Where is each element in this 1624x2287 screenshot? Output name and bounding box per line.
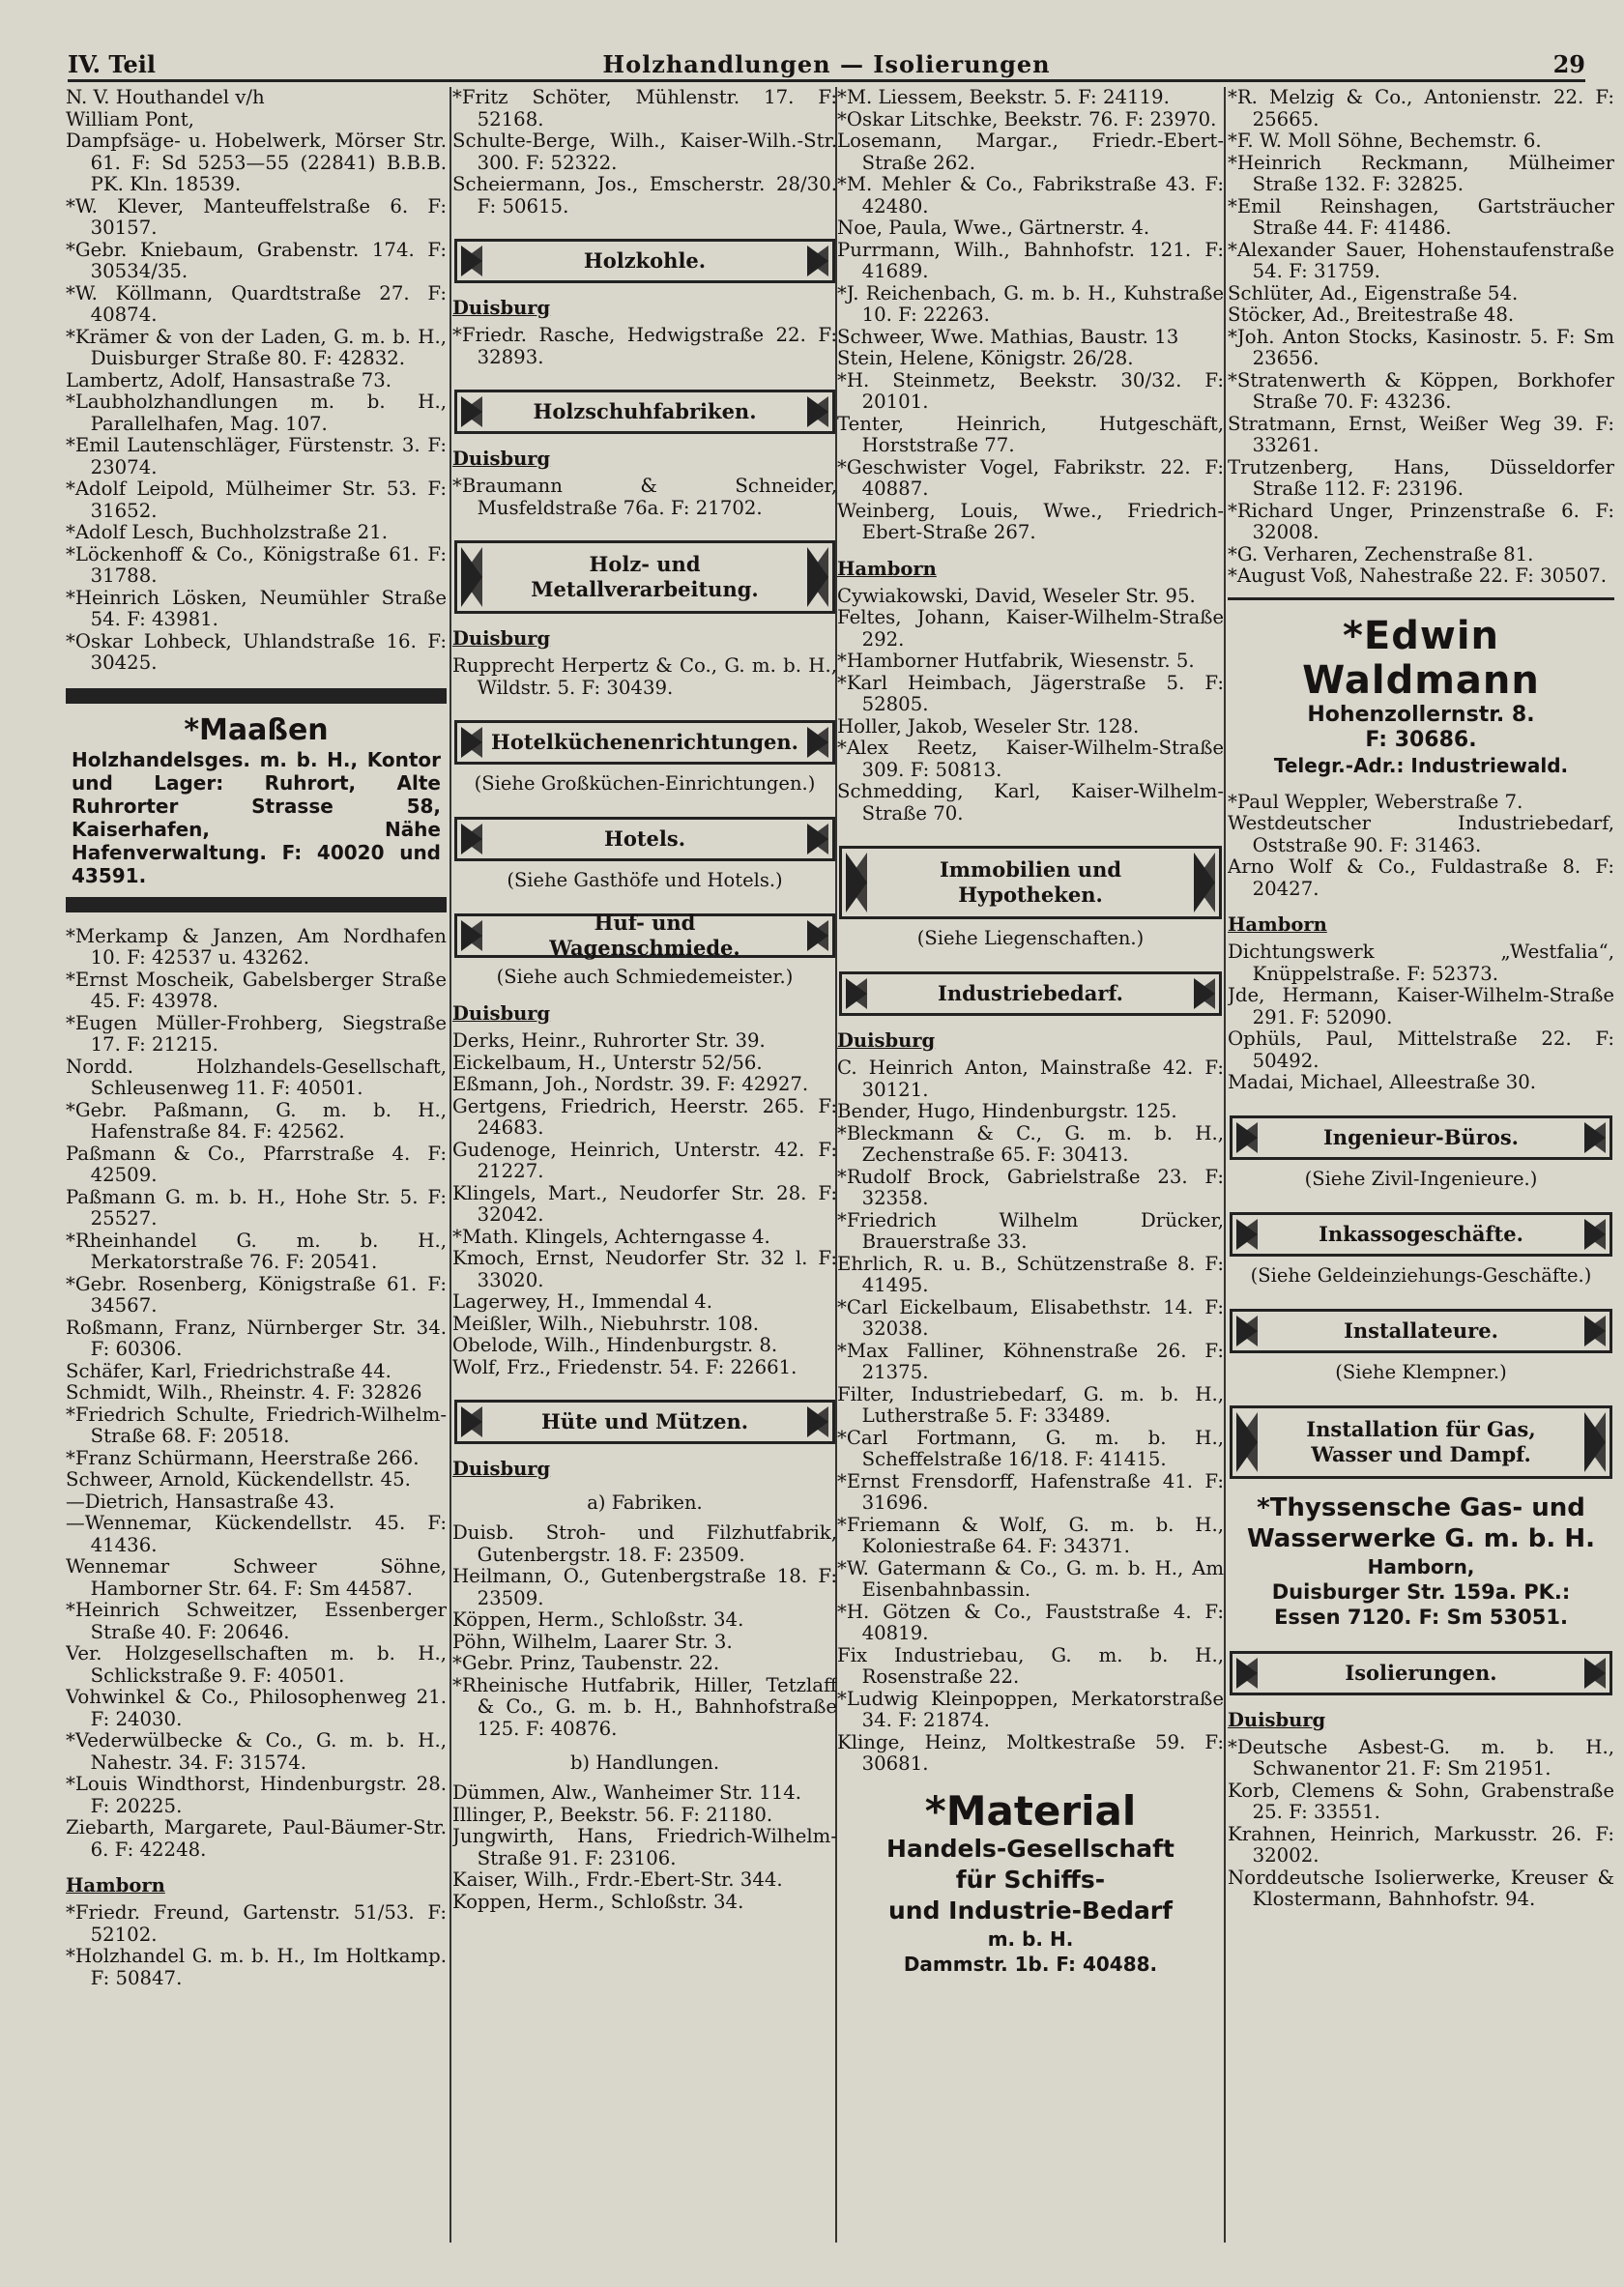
- entry-list: [1228, 87, 1614, 588]
- directory-entry: *August Voß, Nahestraße 22. F: 30507.: [1228, 565, 1608, 587]
- directory-entry: Dampfsäge- u. Hobelwerk, Mörser Str. 61. F: Sd 5253—55 (22841) B.B.B. PK. Kln. 18539.: [66, 130, 447, 195]
- bowtie-ornament-icon: [461, 547, 482, 607]
- entry-list: [452, 476, 837, 519]
- section-heading-holzkohle: [454, 239, 835, 283]
- directory-entry: Madai, Michael, Alleestraße 30.: [1228, 1071, 1537, 1093]
- bowtie-ornament-icon: [807, 396, 828, 427]
- section-heading-hotelkuechen: [454, 720, 835, 765]
- directory-entry: *Ernst Moscheik, Gabelsberger Straße 45. F: 43978.: [66, 968, 447, 1012]
- section-title: Industriebedarf.: [938, 981, 1123, 1005]
- directory-entry: Rupprecht Herpertz & Co., G. m. b. H., Wildstr. 5. F: 30439.: [452, 654, 837, 699]
- section-heading-isolierungen: [1230, 1651, 1612, 1695]
- bowtie-ornament-icon: [807, 547, 828, 607]
- directory-entry: *Adolf Lesch, Buchholzstraße 21.: [66, 521, 388, 543]
- ad-line: Dammstr. 1b. F: 40488.: [903, 1952, 1158, 1976]
- directory-entry: *Rheinische Hutfabrik, Hiller, Tetzlaff & Co., G. m. b. H., Bahnhofstraße 125. F: 40876.: [452, 1673, 837, 1740]
- directory-entry: Wolf, Frz., Friedenstr. 54. F: 22661.: [452, 1355, 798, 1378]
- bowtie-ornament-icon: [1236, 1316, 1258, 1346]
- city-subheading: Hamborn: [1228, 913, 1327, 936]
- directory-entry: Scheiermann, Jos., Emscherstr. 28/30. F: 50615.: [452, 173, 837, 217]
- directory-entry: Duisb. Stroh- und Filzhutfabrik, Gutenbergstr. 18. F: 23509.: [452, 1521, 837, 1566]
- entry-list: [452, 655, 837, 699]
- directory-entry: —Wennemar, Kückendellstr. 45. F: 41436.: [66, 1512, 447, 1556]
- ad-line: m. b. H.: [987, 1926, 1074, 1951]
- directory-entry: *Ernst Frensdorff, Hafenstraße 41. F: 31696.: [837, 1469, 1224, 1514]
- directory-entry: Heilmann, O., Gutenbergstraße 18. F: 23509.: [452, 1565, 837, 1609]
- directory-entry: Klingels, Mart., Neudorfer Str. 28. F: 32042.: [452, 1181, 837, 1226]
- directory-entry: *Friedrich Schulte, Friedrich-Wilhelm-Straße 68. F: 20518.: [66, 1403, 447, 1447]
- directory-entry: Obelode, Wilh., Hindenburgstr. 8.: [452, 1334, 778, 1356]
- column-3: [837, 87, 1224, 2252]
- entry-list: [66, 1902, 447, 1989]
- directory-entry: Ophüls, Paul, Mittelstraße 22. F: 50492.: [1228, 1028, 1614, 1072]
- directory-entry: *Merkamp & Janzen, Am Nordhafen 10. F: 42537 u. 43262.: [66, 924, 447, 969]
- waldmann-advertisement: [1228, 614, 1614, 778]
- section-heading-installateure: [1230, 1309, 1612, 1353]
- bowtie-ornament-icon: [807, 246, 828, 276]
- directory-entry: Schmidt, Wilh., Rheinstr. 4. F: 32826: [66, 1381, 422, 1404]
- bowtie-ornament-icon: [1584, 1122, 1606, 1153]
- section-title: Inkassogeschäfte.: [1319, 1221, 1523, 1246]
- directory-entry: *Bleckmann & C., G. m. b. H., Zechenstraße 65. F: 30413.: [837, 1121, 1224, 1166]
- column-4: [1228, 87, 1614, 2252]
- directory-entry: Ver. Holzgesellschaften m. b. H., Schlickstraße 9. F: 40501.: [66, 1642, 447, 1687]
- city-subheading: Duisburg: [452, 297, 551, 319]
- directory-entry: William Pont,: [66, 107, 194, 130]
- bowtie-ornament-icon: [1584, 1316, 1606, 1346]
- directory-entry: Norddeutsche Isolierwerke, Kreuser & Klostermann, Bahnhofstr. 94.: [1228, 1866, 1614, 1910]
- directory-entry: *Rheinhandel G. m. b. H., Merkatorstraße 76. F: 20541.: [66, 1229, 447, 1273]
- directory-entry: Dichtungswerk „Westfalia“, Knüppelstraße. F: 52373.: [1228, 941, 1614, 985]
- bowtie-ornament-icon: [461, 1406, 482, 1437]
- ad-line: Telegr.-Adr.: Industriewald.: [1273, 753, 1569, 777]
- directory-entry: *Emil Lautenschläger, Fürstenstr. 3. F: 23074.: [66, 434, 447, 478]
- directory-entry: *Braumann & Schneider, Musfeldstraße 76a. F: 21702.: [452, 475, 837, 519]
- directory-entry: Gudenoge, Heinrich, Unterstr. 42. F: 21227.: [452, 1138, 837, 1182]
- ad-line: und Industrie-Bedarf: [887, 1896, 1174, 1925]
- directory-entry: *Alexander Sauer, Hohenstaufenstraße 54. F: 31759.: [1228, 238, 1614, 282]
- directory-entry: *Friedr. Rasche, Hedwigstraße 22. F: 32893.: [452, 324, 837, 368]
- directory-entry: *Paul Weppler, Weberstraße 7.: [1228, 790, 1523, 813]
- city-subheading: Hamborn: [66, 1874, 165, 1896]
- section-heading-holz-metall: [454, 540, 835, 614]
- city-subheading: Duisburg: [452, 1002, 551, 1025]
- directory-entry: *Franz Schürmann, Heerstraße 266.: [66, 1446, 420, 1469]
- section-title: Installation für Gas, Wasser und Dampf.: [1306, 1416, 1536, 1466]
- column-divider: [1224, 87, 1226, 2243]
- directory-entry: Roßmann, Franz, Nürnberger Str. 34. F: 60306.: [66, 1316, 447, 1360]
- running-title: Holzhandlungen — Isolierungen: [602, 50, 1051, 78]
- directory-entry: Stöcker, Ad., Breitestraße 48.: [1228, 304, 1515, 326]
- section-heading-industriebedarf: [839, 971, 1222, 1016]
- entry-list: [837, 586, 1224, 825]
- directory-entry: *Laubholzhandlungen m. b. H., Parallelhafen, Mag. 107.: [66, 391, 447, 435]
- ad-title: *Edwin Waldmann: [1302, 613, 1540, 703]
- bowtie-ornament-icon: [1584, 1219, 1606, 1250]
- directory-entry: *Heinrich Schweitzer, Essenberger Straße 40. F: 20646.: [66, 1599, 447, 1643]
- entry-list: [1228, 792, 1614, 901]
- directory-entry: *W. Klever, Manteuffelstraße 6. F: 30157.: [66, 194, 447, 239]
- directory-entry: Krahnen, Heinrich, Markusstr. 26. F: 32002.: [1228, 1822, 1614, 1867]
- directory-entry: *Gebr. Rosenberg, Königstraße 61. F: 34567.: [66, 1272, 447, 1317]
- directory-entry: *Carl Eickelbaum, Elisabethstr. 14. F: 32038.: [837, 1295, 1224, 1340]
- directory-entry: Trutzenberg, Hans, Düsseldorfer Straße 112. F: 23196.: [1228, 455, 1614, 500]
- section-heading-ingenieur: [1230, 1115, 1612, 1160]
- directory-entry: Kaiser, Wilh., Frdr.-Ebert-Str. 344.: [452, 1868, 783, 1891]
- ad-line: Hohenzollernstr. 8.: [1307, 702, 1535, 727]
- directory-entry: Stratmann, Ernst, Weißer Weg 39. F: 33261.: [1228, 412, 1614, 456]
- cross-reference-note: (Siehe Zivil-Ingenieure.): [1304, 1167, 1538, 1190]
- bowtie-ornament-icon: [461, 824, 482, 854]
- directory-entry: *Ludwig Kleinpoppen, Merkatorstraße 34. F: 21874.: [837, 1687, 1224, 1731]
- entry-list: [452, 87, 837, 217]
- entry-list: [837, 1057, 1224, 1776]
- directory-entry: *Max Falliner, Köhnenstraße 26. F: 21375.: [837, 1339, 1224, 1383]
- ad-line: Duisburger Str. 159a. PK.:: [1271, 1579, 1571, 1604]
- directory-entry: *M. Mehler & Co., Fabrikstraße 43. F: 42480.: [837, 173, 1224, 217]
- directory-entry: *M. Liessem, Beekstr. 5. F: 24119.: [837, 87, 1170, 108]
- ad-line: Essen 7120. F: Sm 53051.: [1274, 1605, 1568, 1629]
- section-title: Holz- und Metallverarbeitung.: [531, 552, 759, 601]
- city-subheading: Hamborn: [837, 557, 937, 580]
- directory-entry: Noe, Paula, Wwe., Gärtnerstr. 4.: [837, 217, 1150, 239]
- bowtie-ornament-icon: [1236, 1122, 1258, 1153]
- subsection-heading: a) Fabriken.: [587, 1491, 703, 1514]
- entry-list: [837, 87, 1224, 544]
- directory-entry: *Gebr. Paßmann, G. m. b. H., Hafenstraße 84. F: 42562.: [66, 1098, 447, 1143]
- directory-entry: Losemann, Margar., Friedr.-Ebert-Straße 262.: [837, 130, 1224, 174]
- directory-entry: *Gebr. Kniebaum, Grabenstr. 174. F: 30534/35.: [66, 238, 447, 282]
- section-title: Hotelküchenenrichtungen.: [491, 730, 798, 754]
- subsection-heading: b) Handlungen.: [569, 1751, 720, 1774]
- section-title: Hüte und Mützen.: [540, 1409, 749, 1433]
- section-title: Holzkohle.: [583, 248, 707, 273]
- ad-bar: [66, 897, 447, 912]
- directory-entry: Illinger, P., Beekstr. 56. F: 21180.: [452, 1803, 773, 1826]
- directory-entry: *Oskar Litschke, Beekstr. 76. F: 23970.: [837, 107, 1217, 130]
- directory-entry: Koppen, Herm., Schloßstr. 34.: [452, 1890, 744, 1913]
- ad-title: *Maaßen: [184, 712, 329, 747]
- city-subheading: Duisburg: [452, 448, 551, 470]
- bowtie-ornament-icon: [1236, 1219, 1258, 1250]
- page-number: 29: [1552, 50, 1585, 78]
- cross-reference-note: (Siehe Geldeinziehungs-Geschäfte.): [1250, 1263, 1592, 1287]
- directory-entry: Lambertz, Adolf, Hansastraße 73.: [66, 368, 392, 391]
- directory-entry: *Oskar Lohbeck, Uhlandstraße 16. F: 30425.: [66, 629, 447, 674]
- bowtie-ornament-icon: [846, 853, 867, 912]
- ad-title: *Material: [924, 1786, 1137, 1835]
- directory-entry: *Heinrich Lösken, Neumühler Straße 54. F: 43981.: [66, 586, 447, 630]
- bowtie-ornament-icon: [807, 920, 828, 951]
- bowtie-ornament-icon: [1584, 1658, 1606, 1689]
- directory-entry: Meißler, Wilh., Niebuhrstr. 108.: [452, 1312, 760, 1335]
- directory-entry: *Löckenhoff & Co., Königstraße 61. F: 31788.: [66, 542, 447, 587]
- directory-entry: *Heinrich Reckmann, Mülheimer Straße 132. F: 32825.: [1228, 151, 1614, 195]
- directory-entry: Schulte-Berge, Wilh., Kaiser-Wilh.-Str. 300. F: 52322.: [452, 130, 837, 174]
- directory-entry: Klinge, Heinz, Moltkestraße 59. F: 30681.: [837, 1730, 1224, 1775]
- entry-list: [452, 1782, 837, 1913]
- cross-reference-note: (Siehe Klempner.): [1335, 1360, 1507, 1383]
- directory-entry: *J. Reichenbach, G. m. b. H., Kuhstraße 10. F: 22263.: [837, 281, 1224, 326]
- bowtie-ornament-icon: [807, 824, 828, 854]
- section-heading-installation-gas: [1230, 1405, 1612, 1479]
- directory-entry: Eickelbaum, H., Unterstr 52/56.: [452, 1051, 763, 1074]
- directory-entry: Ziebarth, Margarete, Paul-Bäumer-Str. 6. F: 42248.: [66, 1816, 447, 1861]
- directory-entry: *Joh. Anton Stocks, Kasinostr. 5. F: Sm 23656.: [1228, 325, 1614, 369]
- directory-entry: Paßmann G. m. b. H., Hohe Str. 5. F: 25527.: [66, 1185, 447, 1230]
- directory-entry: *Krämer & von der Laden, G. m. b. H., Duisburger Straße 80. F: 42832.: [66, 325, 447, 369]
- directory-entry: *Math. Klingels, Achterngasse 4.: [452, 1225, 770, 1248]
- entry-list: [1228, 1737, 1614, 1911]
- bowtie-ornament-icon: [1236, 1412, 1258, 1472]
- section-heading-huete: [454, 1400, 835, 1444]
- directory-entry: —Dietrich, Hansastraße 43.: [66, 1490, 335, 1513]
- thyssen-advertisement: [1228, 1492, 1614, 1630]
- directory-entry: *H. Götzen & Co., Fauststraße 4. F: 40819.: [837, 1600, 1224, 1644]
- bowtie-ornament-icon: [1194, 853, 1215, 912]
- entry-list: [66, 926, 447, 1862]
- directory-entry: *Stratenwerth & Köppen, Borkhofer Straße 70. F: 43236.: [1228, 368, 1614, 413]
- directory-entry: *W. Köllmann, Quardtstraße 27. F: 40874.: [66, 281, 447, 326]
- directory-entry: Tenter, Heinrich, Hutgeschäft, Horststraße 77.: [837, 412, 1224, 456]
- ad-line: Hamborn,: [1367, 1554, 1475, 1578]
- directory-entry: *Rudolf Brock, Gabrielstraße 23. F: 32358.: [837, 1165, 1224, 1209]
- material-advertisement: [837, 1786, 1224, 1977]
- directory-entry: *Carl Fortmann, G. m. b. H., Scheffelstraße 16/18. F: 41415.: [837, 1426, 1224, 1470]
- directory-entry: *Friedr. Freund, Gartenstr. 51/53. F: 52102.: [66, 1901, 447, 1946]
- cross-reference-note: (Siehe Großküchen-Einrichtungen.): [474, 772, 816, 795]
- section-title: Installateure.: [1344, 1317, 1498, 1343]
- column-1: [66, 87, 447, 2252]
- entry-list: [452, 1030, 837, 1378]
- ad-line: Wasserwerke G. m. b. H.: [1247, 1523, 1595, 1553]
- directory-entry: *F. W. Moll Söhne, Bechemstr. 6.: [1228, 130, 1542, 152]
- directory-entry: *H. Steinmetz, Beekstr. 30/32. F: 20101.: [837, 368, 1224, 413]
- directory-entry: C. Heinrich Anton, Mainstraße 42. F: 30121.: [837, 1057, 1224, 1101]
- directory-entry: Purrmann, Wilh., Bahnhofstr. 121. F: 41689.: [837, 238, 1224, 282]
- directory-entry: N. V. Houthandel v/h: [66, 87, 265, 108]
- entry-list: [452, 1522, 837, 1740]
- directory-entry: Köppen, Herm., Schloßstr. 34.: [452, 1608, 744, 1631]
- directory-entry: Schmedding, Karl, Kaiser-Wilhelm-Straße 70.: [837, 780, 1224, 825]
- directory-entry: Kmoch, Ernst, Neudorfer Str. 32 l. F: 33020.: [452, 1247, 837, 1291]
- directory-entry: *Friemann & Wolf, G. m. b. H., Koloniestraße 64. F: 34371.: [837, 1513, 1224, 1557]
- directory-entry: Jungwirth, Hans, Friedrich-Wilhelm-Straße 91. F: 23106.: [452, 1825, 837, 1869]
- entry-list: [66, 87, 447, 675]
- directory-entry: *Karl Heimbach, Jägerstraße 5. F: 52805.: [837, 671, 1224, 715]
- directory-entry: *Adolf Leipold, Mülheimer Str. 53. F: 31652.: [66, 478, 447, 522]
- bowtie-ornament-icon: [461, 920, 482, 951]
- directory-entry: Ehrlich, R. u. B., Schützenstraße 8. F: 41495.: [837, 1252, 1224, 1296]
- ad-line: *Thyssensche Gas- und: [1257, 1492, 1585, 1522]
- maassen-advertisement: [66, 688, 447, 912]
- directory-entry: *Friedrich Wilhelm Drücker, Brauerstraße 33.: [837, 1208, 1224, 1253]
- ad-line: F: 30686.: [1365, 727, 1477, 752]
- directory-entry: Pöhn, Wilhelm, Laarer Str. 3.: [452, 1630, 733, 1653]
- bowtie-ornament-icon: [807, 727, 828, 758]
- directory-entry: Dümmen, Alw., Wanheimer Str. 114.: [452, 1781, 802, 1804]
- cross-reference-note: (Siehe Gasthöfe und Hotels.): [507, 869, 783, 891]
- directory-entry: *Louis Windthorst, Hindenburgstr. 28. F: 20225.: [66, 1773, 447, 1817]
- directory-entry: *Gebr. Prinz, Taubenstr. 22.: [452, 1652, 720, 1674]
- directory-entry: Fix Industriebau, G. m. b. H., Rosenstraße 22.: [837, 1643, 1224, 1688]
- directory-entry: Paßmann & Co., Pfarrstraße 4. F: 42509.: [66, 1142, 447, 1186]
- directory-entry: Jde, Hermann, Kaiser-Wilhelm-Straße 291. F: 52090.: [1228, 984, 1614, 1028]
- column-2: [452, 87, 837, 2252]
- section-title: Holzschuhfabriken.: [533, 399, 757, 423]
- directory-entry: Lagerwey, H., Immendal 4.: [452, 1290, 713, 1313]
- entry-list: [452, 325, 837, 368]
- ad-bar: [66, 688, 447, 704]
- directory-entry: Arno Wolf & Co., Fuldastraße 8. F: 20427.: [1228, 855, 1614, 900]
- directory-entry: Schäfer, Karl, Friedrichstraße 44.: [66, 1359, 392, 1382]
- directory-entry: *Vederwülbecke & Co., G. m. b. H., Nahestr. 34. F: 31574.: [66, 1729, 447, 1774]
- directory-entry: *Fritz Schöter, Mühlenstr. 17. F: 52168.: [452, 87, 837, 130]
- directory-entry: *W. Gatermann & Co., G. m. b. H., Am Eisenbahnbassin.: [837, 1556, 1224, 1601]
- ad-rule: [1228, 597, 1614, 600]
- directory-entry: Holler, Jakob, Weseler Str. 128.: [837, 714, 1140, 738]
- directory-entry: Derks, Heinr., Ruhrorter Str. 39.: [452, 1029, 766, 1052]
- bowtie-ornament-icon: [461, 727, 482, 758]
- directory-entry: *Emil Reinshagen, Gartsträucher Straße 44. F: 41486.: [1228, 194, 1614, 239]
- directory-entry: *Holzhandel G. m. b. H., Im Holtkamp. F: 50847.: [66, 1945, 447, 1989]
- directory-entry: *Deutsche Asbest-G. m. b. H., Schwanentor 21. F: Sm 21951.: [1228, 1735, 1614, 1780]
- directory-entry: Filter, Industriebedarf, G. m. b. H., Lutherstraße 5. F: 33489.: [837, 1382, 1224, 1427]
- bowtie-ornament-icon: [1584, 1412, 1606, 1472]
- city-subheading: Duisburg: [452, 1458, 551, 1480]
- section-title: Ingenieur-Büros.: [1322, 1124, 1519, 1149]
- directory-entry: Vohwinkel & Co., Philosophenweg 21. F: 24030.: [66, 1686, 447, 1730]
- cross-reference-note: (Siehe auch Schmiedemeister.): [496, 966, 794, 988]
- bowtie-ornament-icon: [1194, 978, 1215, 1009]
- city-subheading: Duisburg: [452, 627, 551, 650]
- city-subheading: Duisburg: [837, 1029, 936, 1052]
- directory-entry: *R. Melzig & Co., Antonienstr. 22. F: 25665.: [1228, 87, 1614, 130]
- part-label: IV. Teil: [68, 50, 156, 78]
- directory-entry: Wennemar Schweer Söhne, Hamborner Str. 64. F: Sm 44587.: [66, 1555, 447, 1600]
- section-heading-immobilien: [839, 846, 1222, 919]
- directory-entry: Westdeutscher Industriebedarf, Oststraße 90. F: 31463.: [1228, 812, 1614, 856]
- bowtie-ornament-icon: [846, 978, 867, 1009]
- directory-entry: Schlüter, Ad., Eigenstraße 54.: [1228, 281, 1519, 304]
- ad-body: Holzhandelsges. m. b. H., Kontor und Lager: Ruhrort, Alte Ruhrorter Strasse 58, Kaiserhafen, Nähe Hafenverwaltung. F: 40020 und 43591.: [72, 747, 441, 887]
- directory-entry: *Eugen Müller-Frohberg, Siegstraße 17. F: 21215.: [66, 1011, 447, 1056]
- section-title: Hotels.: [603, 826, 686, 851]
- directory-entry: Weinberg, Louis, Wwe., Friedrich-Ebert-Straße 267.: [837, 499, 1224, 543]
- bowtie-ornament-icon: [461, 396, 482, 427]
- section-title: Immobilien und Hypotheken.: [939, 857, 1122, 907]
- directory-entry: *Hamborner Hutfabrik, Wiesenstr. 5.: [837, 650, 1195, 672]
- header-rule: [68, 79, 1585, 82]
- ad-line: für Schiffs-: [955, 1865, 1106, 1894]
- city-subheading: Duisburg: [1228, 1708, 1326, 1731]
- directory-entry: *Richard Unger, Prinzenstraße 6. F: 32008.: [1228, 499, 1614, 543]
- directory-entry: Feltes, Johann, Kaiser-Wilhelm-Straße 292.: [837, 606, 1224, 651]
- section-heading-hotels: [454, 817, 835, 861]
- ad-line: Handels-Gesellschaft: [886, 1834, 1174, 1863]
- directory-entry: *Alex Reetz, Kaiser-Wilhelm-Straße 309. F: 50813.: [837, 737, 1224, 781]
- directory-entry: *Geschwister Vogel, Fabrikstr. 22. F: 40887.: [837, 455, 1224, 500]
- directory-entry: Bender, Hugo, Hindenburgstr. 125.: [837, 1100, 1177, 1122]
- directory-entry: Stein, Helene, Königstr. 26/28.: [837, 347, 1134, 369]
- bowtie-ornament-icon: [461, 246, 482, 276]
- directory-entry: Schweer, Wwe. Mathias, Baustr. 13: [837, 325, 1179, 348]
- directory-entry: Cywiakowski, David, Weseler Str. 95.: [837, 584, 1196, 607]
- section-heading-hufschmiede: [454, 913, 835, 958]
- section-title: Isolierungen.: [1345, 1660, 1497, 1685]
- directory-entry: Gertgens, Friedrich, Heerstr. 265. F: 24683.: [452, 1094, 837, 1139]
- entry-list: [1228, 941, 1614, 1094]
- section-title: Huf- und Wagenschmiede.: [549, 911, 740, 960]
- directory-entry: Nordd. Holzhandels-Gesellschaft, Schleusenweg 11. F: 40501.: [66, 1055, 447, 1099]
- section-heading-inkasso: [1230, 1212, 1612, 1257]
- bowtie-ornament-icon: [1236, 1658, 1258, 1689]
- directory-entry: Schweer, Arnold, Kückendellstr. 45.: [66, 1468, 411, 1491]
- column-divider: [450, 87, 451, 2243]
- page-header: [68, 48, 1585, 85]
- bowtie-ornament-icon: [807, 1406, 828, 1437]
- cross-reference-note: (Siehe Liegenschaften.): [916, 927, 1145, 949]
- directory-entry: Eßmann, Joh., Nordstr. 39. F: 42927.: [452, 1073, 809, 1095]
- section-heading-holzschuhfabriken: [454, 390, 835, 434]
- directory-entry: *G. Verharen, Zechenstraße 81.: [1228, 542, 1534, 565]
- directory-entry: Korb, Clemens & Sohn, Grabenstraße 25. F: 33551.: [1228, 1779, 1614, 1823]
